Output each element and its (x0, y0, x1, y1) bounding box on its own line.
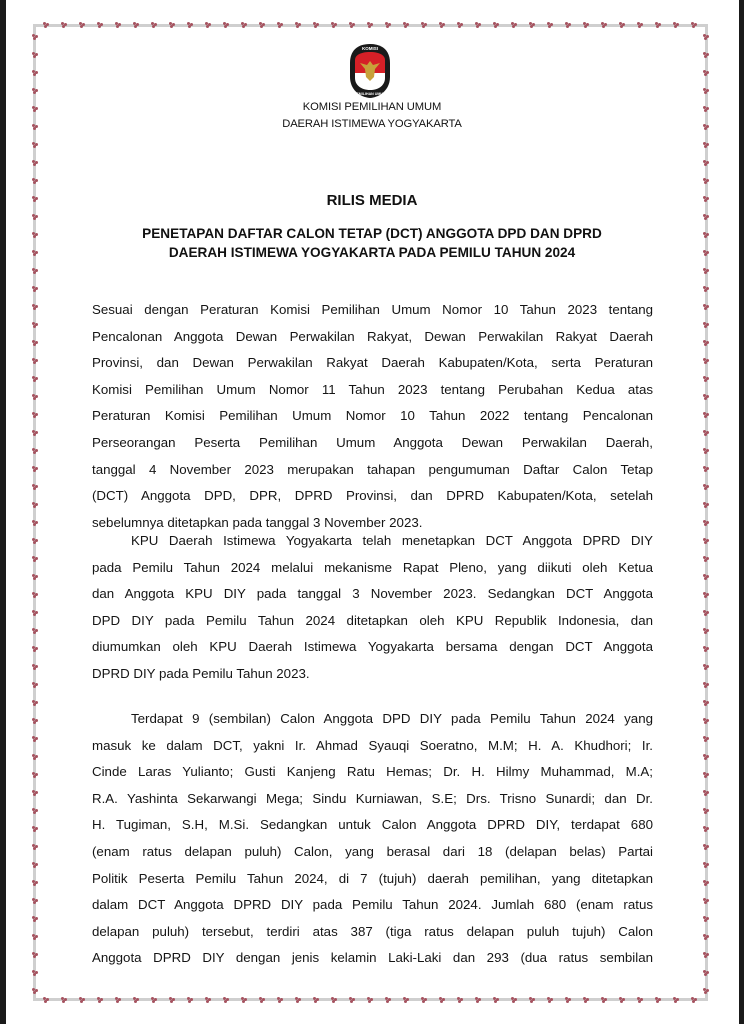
border-ornament (223, 22, 229, 28)
border-ornament (32, 826, 38, 832)
screen-edge-left (0, 0, 6, 1024)
border-ornament (32, 628, 38, 634)
border-ornament (32, 430, 38, 436)
border-ornament (637, 997, 643, 1003)
border-ornament (529, 997, 535, 1003)
border-ornament (367, 22, 373, 28)
border-ornament (32, 754, 38, 760)
border-ornament (32, 376, 38, 382)
border-ornament (223, 997, 229, 1003)
border-ornament (32, 412, 38, 418)
text-line: KPU Daerah Istimewa Yogyakarta telah menetapkan DCT Anggota DPRD DIY (131, 533, 653, 548)
border-ornament (277, 22, 283, 28)
border-ornament (703, 322, 709, 328)
text-line: Provinsi, dan Dewan Perwakilan Rakyat Daerah Kabupaten/Kota, serta Peraturan (92, 355, 653, 371)
border-ornament (32, 304, 38, 310)
text-line: (enam ratus delapan puluh) Calon, yang berasal dari 18 (delapan belas) Partai (92, 843, 653, 859)
border-ornament (703, 790, 709, 796)
border-ornament (529, 22, 535, 28)
border-line-left (33, 24, 36, 1001)
border-ornament (457, 997, 463, 1003)
border-ornament (703, 556, 709, 562)
text-line: masuk ke dalam DCT, yakni Ir. Ahmad Syauqi Soeratno, M.M; H. A. Khudhori; Ir. (92, 737, 653, 753)
border-ornament (97, 997, 103, 1003)
text-line: Pencalonan Anggota Dewan Perwakilan Rakyat, Dewan Perwakilan Rakyat Daerah (92, 328, 653, 344)
border-ornament (619, 22, 625, 28)
border-ornament (61, 22, 67, 28)
border-ornament (703, 574, 709, 580)
border-ornament (703, 664, 709, 670)
border-ornament (565, 997, 571, 1003)
document-title: RILIS MEDIA (326, 192, 418, 209)
border-ornament (703, 772, 709, 778)
border-ornament (703, 628, 709, 634)
border-ornament (32, 322, 38, 328)
border-ornament (32, 34, 38, 40)
text-line: diumumkan oleh KPU Daerah Istimewa Yogyakarta bersama dengan DCT Anggota (92, 639, 653, 655)
border-ornament (703, 898, 709, 904)
text-line: Politik Peserta Pemilu Tahun 2024, di 7 (tujuh) daerah pemilihan, yang ditetapkan (92, 870, 653, 886)
border-ornament (32, 880, 38, 886)
border-ornament (32, 610, 38, 616)
border-ornament (703, 34, 709, 40)
border-ornament (32, 88, 38, 94)
border-ornament (703, 844, 709, 850)
border-ornament (32, 52, 38, 58)
text-line: tanggal 4 November 2023 merupakan tahapan pengumuman Daftar Calon Tetap (92, 461, 653, 477)
border-ornament (32, 736, 38, 742)
text-line: R.A. Yashinta Sekarwangi Mega; Sindu Kurniawan, S.E; Drs. Trisno Sunardi; dan Dr. (92, 790, 653, 806)
border-ornament (703, 646, 709, 652)
border-ornament (703, 394, 709, 400)
border-ornament (703, 862, 709, 868)
border-ornament (32, 592, 38, 598)
text-line: Komisi Pemilihan Umum Nomor 11 Tahun 2023 tentang Perubahan Kedua atas (92, 381, 653, 397)
border-line-right (705, 24, 708, 1001)
border-ornament (421, 22, 427, 28)
border-ornament (32, 934, 38, 940)
kpu-logo (347, 43, 393, 99)
border-ornament (439, 997, 445, 1003)
border-ornament (703, 88, 709, 94)
border-ornament (511, 22, 517, 28)
border-ornament (32, 718, 38, 724)
border-ornament (703, 484, 709, 490)
border-ornament (703, 808, 709, 814)
border-ornament (583, 997, 589, 1003)
border-ornament (241, 997, 247, 1003)
subtitle-line: PENETAPAN DAFTAR CALON TETAP (DCT) ANGGOTA DPD DAN DPRD (142, 226, 602, 241)
border-ornament (32, 556, 38, 562)
border-ornament (32, 646, 38, 652)
border-ornament (655, 997, 661, 1003)
border-ornament (403, 22, 409, 28)
border-ornament (32, 178, 38, 184)
border-ornament (32, 520, 38, 526)
border-ornament (169, 22, 175, 28)
paragraph-3 (92, 706, 653, 972)
border-ornament (331, 997, 337, 1003)
border-ornament (115, 22, 121, 28)
border-ornament (169, 997, 175, 1003)
border-ornament (601, 997, 607, 1003)
border-ornament (703, 610, 709, 616)
border-ornament (32, 682, 38, 688)
border-ornament (43, 22, 49, 28)
border-ornament (703, 520, 709, 526)
border-ornament (703, 970, 709, 976)
border-ornament (703, 142, 709, 148)
border-ornament (32, 574, 38, 580)
border-ornament (32, 970, 38, 976)
border-ornament (703, 304, 709, 310)
border-ornament (601, 22, 607, 28)
border-ornament (703, 736, 709, 742)
border-ornament (32, 448, 38, 454)
text-line: pada Pemilu Tahun 2024 melalui mekanisme Rapat Pleno, yang diikuti oleh Ketua (92, 559, 653, 575)
border-ornament (619, 997, 625, 1003)
border-ornament (703, 268, 709, 274)
border-ornament (133, 22, 139, 28)
border-ornament (493, 22, 499, 28)
border-ornament (32, 358, 38, 364)
border-ornament (32, 952, 38, 958)
org-name-line2: DAERAH ISTIMEWA YOGYAKARTA (282, 118, 462, 130)
border-ornament (703, 880, 709, 886)
border-ornament (259, 22, 265, 28)
border-ornament (475, 22, 481, 28)
border-ornament (32, 286, 38, 292)
text-line: sebelumnya ditetapkan pada tanggal 3 November 2023. (92, 514, 423, 530)
border-ornament (32, 790, 38, 796)
border-ornament (439, 22, 445, 28)
border-ornament (97, 22, 103, 28)
border-ornament (691, 22, 697, 28)
text-line: Anggota DPRD DIY dengan jenis kelamin Laki-Laki dan 293 (dua ratus sembilan (92, 950, 653, 966)
border-ornament (331, 22, 337, 28)
border-ornament (703, 934, 709, 940)
border-ornament (703, 52, 709, 58)
border-ornament (61, 997, 67, 1003)
border-ornament (32, 898, 38, 904)
border-ornament (32, 340, 38, 346)
border-ornament (32, 844, 38, 850)
border-ornament (187, 22, 193, 28)
border-ornament (32, 700, 38, 706)
paragraph-1 (92, 297, 653, 536)
border-ornament (703, 358, 709, 364)
border-ornament (655, 22, 661, 28)
border-ornament (32, 988, 38, 994)
border-ornament (313, 22, 319, 28)
border-ornament (583, 22, 589, 28)
border-ornament (475, 997, 481, 1003)
border-ornament (565, 22, 571, 28)
border-ornament (547, 997, 553, 1003)
border-ornament (133, 997, 139, 1003)
border-ornament (32, 916, 38, 922)
border-ornament (703, 412, 709, 418)
text-line: H. Tugiman, S.H, M.Si. Sedangkan untuk Calon Anggota DPRD DIY, terdapat 680 (92, 817, 653, 833)
border-ornament (703, 376, 709, 382)
border-ornament (421, 997, 427, 1003)
org-name-line1: KOMISI PEMILIHAN UMUM (302, 101, 442, 113)
border-ornament (493, 997, 499, 1003)
border-ornament (703, 502, 709, 508)
border-ornament (367, 997, 373, 1003)
border-ornament (187, 997, 193, 1003)
border-ornament (79, 997, 85, 1003)
border-ornament (151, 997, 157, 1003)
text-line: Perseorangan Peserta Pemilihan Umum Anggota Dewan Perwakilan Daerah, (92, 434, 653, 450)
border-ornament (205, 22, 211, 28)
border-ornament (703, 700, 709, 706)
border-ornament (79, 22, 85, 28)
border-ornament (32, 772, 38, 778)
border-ornament (673, 22, 679, 28)
border-ornament (703, 178, 709, 184)
border-ornament (32, 862, 38, 868)
border-ornament (115, 997, 121, 1003)
border-ornament (295, 22, 301, 28)
border-ornament (151, 22, 157, 28)
border-ornament (32, 808, 38, 814)
border-ornament (205, 997, 211, 1003)
border-ornament (511, 997, 517, 1003)
border-ornament (349, 997, 355, 1003)
text-line: Terdapat 9 (sembilan) Calon Anggota DPD DIY pada Pemilu Tahun 2024 yang (131, 711, 653, 726)
text-line: Cinde Laras Yulianto; Gusti Kanjeng Ratu Hemas; Dr. H. Hilmy Muhammad, M.A; (92, 764, 653, 780)
border-ornament (703, 286, 709, 292)
subtitle-line: DAERAH ISTIMEWA YOGYAKARTA PADA PEMILU TAHUN 2024 (168, 245, 576, 260)
border-ornament (703, 214, 709, 220)
border-ornament (457, 22, 463, 28)
border-ornament (703, 718, 709, 724)
border-ornament (313, 997, 319, 1003)
text-line: Sesuai dengan Peraturan Komisi Pemilihan Umum Nomor 10 Tahun 2023 tentang (92, 302, 653, 317)
border-ornament (43, 997, 49, 1003)
border-ornament (32, 142, 38, 148)
border-ornament (349, 22, 355, 28)
border-ornament (703, 466, 709, 472)
text-line: dalam DCT Anggota DPRD DIY pada Pemilu Tahun 2024. Jumlah 680 (enam ratus (92, 897, 653, 913)
border-ornament (277, 997, 283, 1003)
border-ornament (703, 340, 709, 346)
border-ornament (547, 22, 553, 28)
border-ornament (703, 538, 709, 544)
border-ornament (32, 466, 38, 472)
text-line: Peraturan Komisi Pemilihan Umum Nomor 10 Tahun 2022 tentang Pencalonan (92, 408, 653, 424)
border-ornament (241, 22, 247, 28)
border-ornament (32, 502, 38, 508)
text-line: DPD DIY pada Pemilu Tahun 2024 ditetapkan oleh KPU Republik Indonesia, dan (92, 612, 653, 628)
border-ornament (703, 70, 709, 76)
text-line: (DCT) Anggota DPD, DPR, DPRD Provinsi, dan DPRD Kabupaten/Kota, setelah (92, 488, 653, 504)
paragraph-2 (92, 528, 653, 688)
document-subtitle (0, 224, 744, 262)
border-ornament (703, 754, 709, 760)
border-ornament (673, 997, 679, 1003)
border-ornament (403, 997, 409, 1003)
border-ornament (637, 22, 643, 28)
border-ornament (385, 997, 391, 1003)
border-ornament (703, 682, 709, 688)
text-line: DPRD DIY pada Pemilu Tahun 2023. (92, 665, 310, 681)
border-ornament (32, 664, 38, 670)
border-ornament (32, 538, 38, 544)
border-ornament (259, 997, 265, 1003)
border-ornament (703, 826, 709, 832)
logo-text-top: KOMISI (361, 46, 379, 52)
border-ornament (691, 997, 697, 1003)
border-ornament (703, 160, 709, 166)
border-ornament (703, 952, 709, 958)
border-ornament (32, 70, 38, 76)
border-ornament (32, 160, 38, 166)
border-ornament (32, 268, 38, 274)
border-ornament (703, 916, 709, 922)
text-line: dan Anggota KPU DIY pada tanggal 3 November 2023. Sedangkan DCT Anggota (92, 586, 653, 602)
border-ornament (32, 214, 38, 220)
screen-edge-right (739, 0, 744, 1024)
border-ornament (295, 997, 301, 1003)
border-ornament (703, 592, 709, 598)
border-ornament (385, 22, 391, 28)
logo-text-bottom: PEMILIHAN UMUM (354, 92, 386, 96)
border-ornament (703, 430, 709, 436)
border-ornament (703, 988, 709, 994)
text-line: delapan puluh) tersebut, terdiri atas 387 (tiga ratus delapan puluh tujuh) Calon (92, 923, 653, 939)
border-ornament (32, 484, 38, 490)
border-ornament (32, 394, 38, 400)
border-ornament (703, 448, 709, 454)
